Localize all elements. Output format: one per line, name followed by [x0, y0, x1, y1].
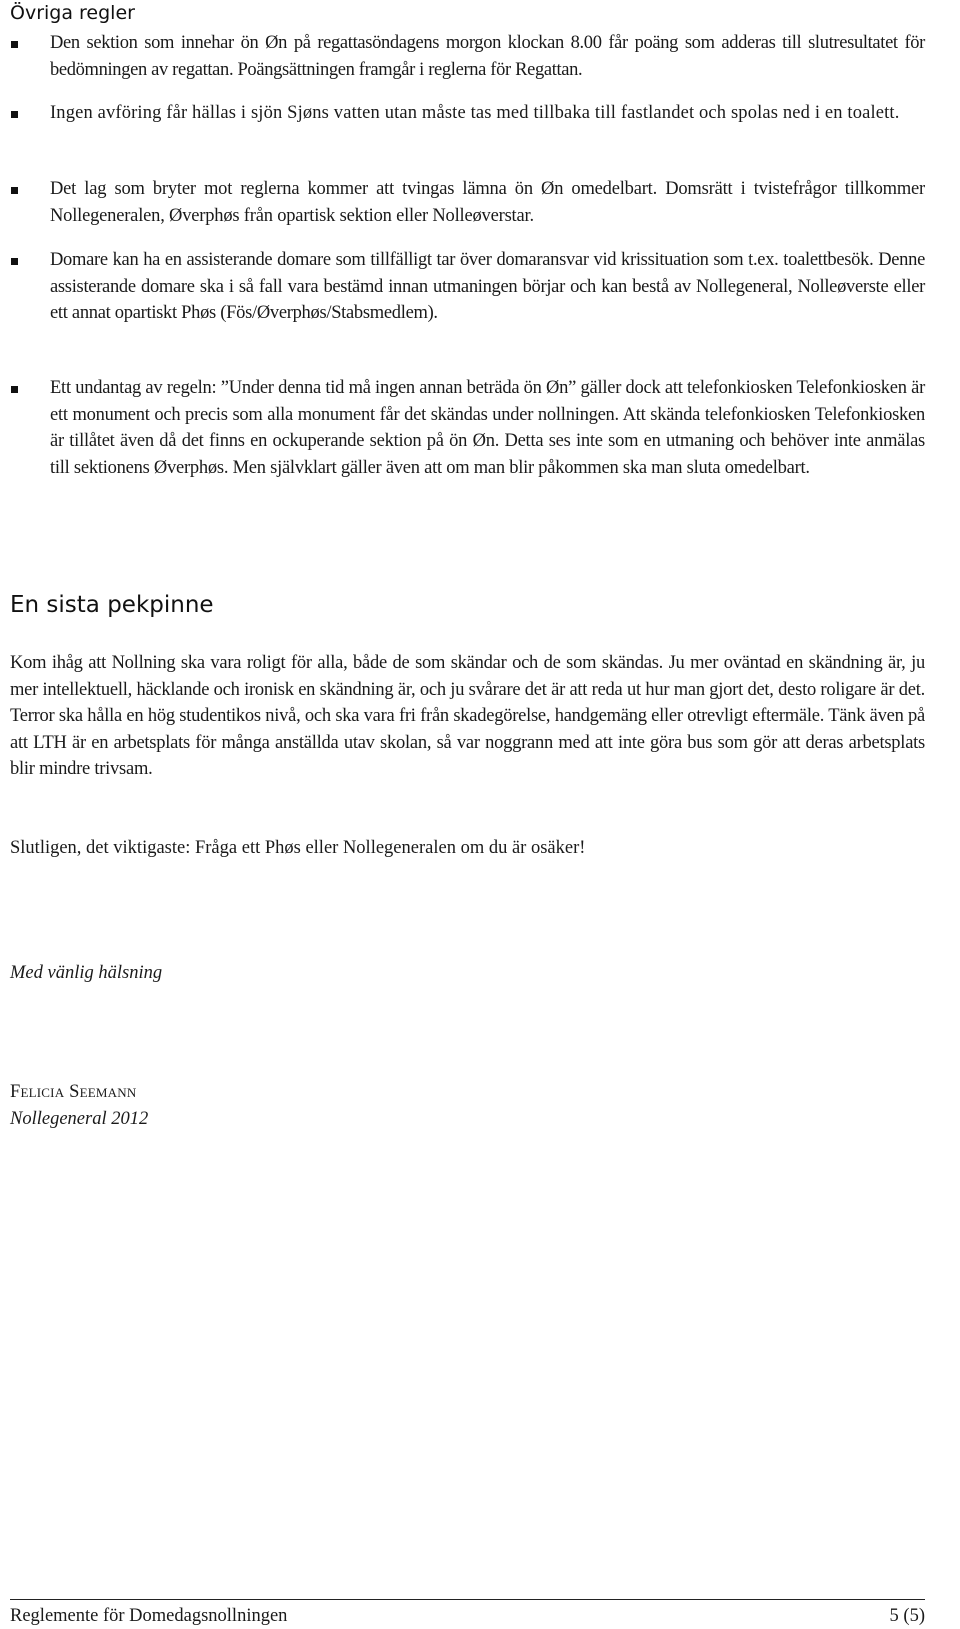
square-bullet-icon [11, 386, 18, 393]
section-title-en-sista-pekpinne: En sista pekpinne [10, 592, 214, 618]
signature-greeting: Med vänlig hälsning [10, 963, 163, 983]
section-title-ovriga-regler: Övriga regler [10, 2, 135, 24]
footer-divider [10, 1599, 925, 1600]
square-bullet-icon [11, 111, 18, 118]
rule-text: Det lag som bryter mot reglerna kommer att tvingas lämna ön Øn omedelbart. Domsrätt i tvistefrågor tillkommer Nollegeneralen, Øverphøs från opartisk sektion eller Nolleøverstar. [50, 179, 925, 226]
rule-text: Den sektion som innehar ön Øn på regattasöndagens morgon klockan 8.00 får poäng som adderas till slutresultatet för bedömningen av regattan. Poängsättningen framgår i reglerna för Regattan. [50, 33, 925, 80]
square-bullet-icon [11, 41, 18, 48]
footer-page-number: 5 (5) [889, 1606, 925, 1626]
square-bullet-icon [11, 187, 18, 194]
square-bullet-icon [11, 258, 18, 265]
closing-paragraph: Kom ihåg att Nollning ska vara roligt för alla, både de som skändar och de som skändas. Ju mer oväntad en skändning är, ju mer intellektuell, häcklande och ironisk en skändning är, och ju svårare det är att reda ut hur man gjort det, desto roligare är det. Terror ska hålla en hög studentikos nivå, och ska vara fri från skadegörelse, handgemäng eller otrevligt eftermäle. Tänk även på att LTH är en arbetsplats för många anställda utav skolan, så var noggrann med att inte göra bus som gör att deras arbetsplats blir mindre trivsam. [10, 653, 925, 779]
footer-document-title: Reglemente för Domedagsnollningen [10, 1606, 288, 1626]
rule-text: Ingen avföring får hällas i sjön Sjøns vatten utan måste tas med tillbaka till fastlandet och spolas ned i en toalett. [50, 103, 900, 123]
rule-text: Domare kan ha en assisterande domare som tillfälligt tar över domaransvar vid krissituation som t.ex. toalettbesök. Denne assisterande domare ska i så fall vara bestämd innan utmaningen börjar och kan bestå av Nollegeneral, Nolleøverste eller ett annat opartiskt Phøs (Fös/Øverphøs/Stabsmedlem). [50, 250, 925, 323]
signature-name: Felicia Seemann [10, 1082, 137, 1102]
final-remark: Slutligen, det viktigaste: Fråga ett Phøs eller Nollegeneralen om du är osäker! [10, 838, 586, 858]
signature-role: Nollegeneral 2012 [10, 1109, 149, 1129]
rule-text: Ett undantag av regeln: ”Under denna tid må ingen annan beträda ön Øn” gäller dock att telefonkiosken Telefonkiosken är ett monument och precis som alla monument får det skändas under nollningen. Att skända telefonkiosken Telefonkiosken är tillåtet även då det finns en ockuperande sektion på ön Øn. Detta ses inte som en utmaning och behöver inte anmälas till sektionens Øverphøs. Men självklart gäller även att om man blir påkommen ska man sluta omedelbart. [50, 378, 925, 478]
